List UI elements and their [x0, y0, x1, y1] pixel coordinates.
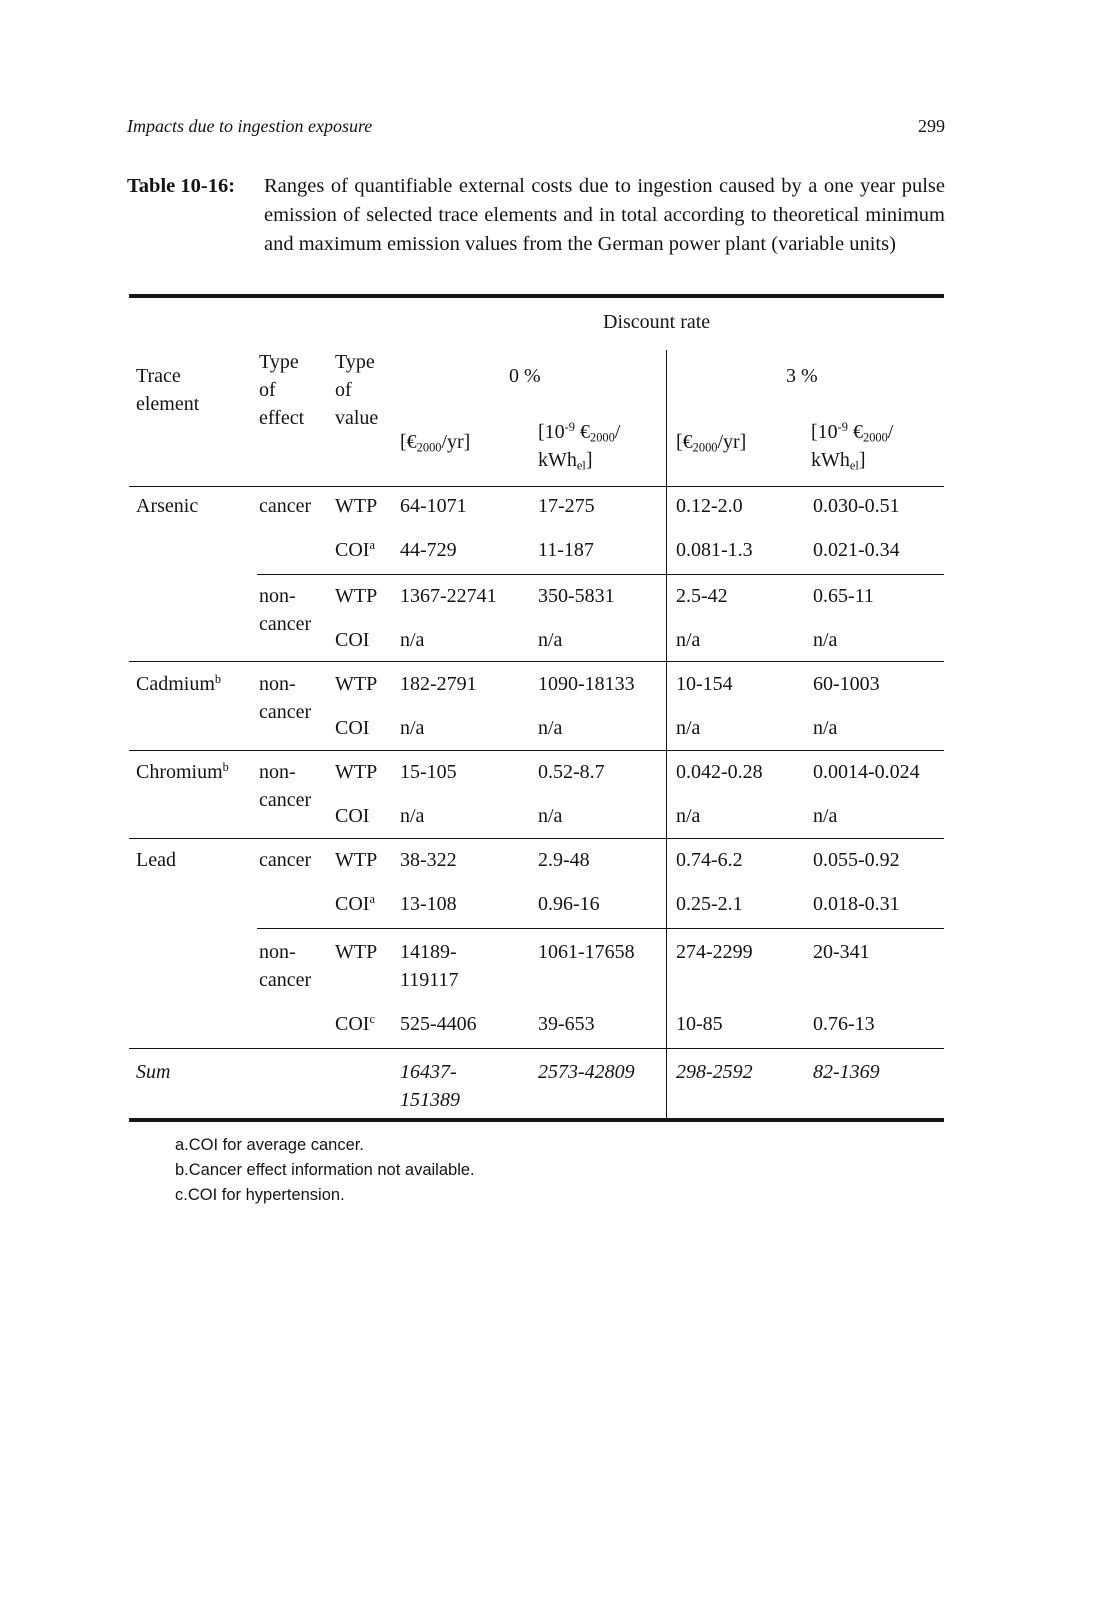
row-value-type: WTP	[335, 495, 378, 517]
row-cell-c1: 13-108	[400, 893, 457, 915]
row-cell-c1: 1367-22741	[400, 585, 497, 607]
row-cell-c3: n/a	[676, 717, 701, 739]
type-of-value-header-line2: of	[335, 379, 352, 401]
row-cell-c2: n/a	[538, 629, 563, 651]
row-cell-c3: 10-85	[676, 1013, 723, 1035]
row-cell-c1: n/a	[400, 717, 425, 739]
row-cell-c2: 1061-17658	[538, 941, 635, 963]
row-cell-c2: 1090-18133	[538, 673, 635, 695]
row-cell-c1: 182-2791	[400, 673, 477, 695]
row-value-type: COI$^c$	[335, 1012, 375, 1035]
row-cell-c1: 15-105	[400, 761, 457, 783]
row-value-type: COI$^a$	[335, 538, 375, 561]
rule-sum	[129, 1048, 944, 1049]
row-cell-c1: n/a	[400, 629, 425, 651]
header-rule	[129, 486, 944, 487]
row-cell-c3: n/a	[676, 805, 701, 827]
type-of-value-header-line1: Type	[335, 351, 375, 373]
sum-cell-c4: 82-1369	[813, 1061, 880, 1083]
row-value-type: COI	[335, 629, 370, 651]
row-cell-c4: n/a	[813, 805, 838, 827]
row-cell-c4: n/a	[813, 717, 838, 739]
row-cell-c1: 44-729	[400, 539, 457, 561]
rule-arsenic-noncancer	[257, 574, 944, 575]
row-cell-c3: 0.042-0.28	[676, 761, 763, 783]
row-effect: non- cancer	[259, 941, 312, 991]
row-cell-c2: n/a	[538, 717, 563, 739]
row-cell-c3: 274-2299	[676, 941, 753, 963]
rate-3-header: 3 %	[786, 365, 818, 387]
row-cell-c2: 11-187	[538, 539, 594, 561]
row-value-type: WTP	[335, 585, 378, 607]
row-effect: non- cancer	[259, 761, 312, 811]
row-cell-c4: 20-341	[813, 941, 870, 963]
table-bottom-rule	[129, 1118, 944, 1122]
running-head	[127, 116, 945, 137]
row-value-type: WTP	[335, 761, 378, 783]
row-cell-c4: 0.018-0.31	[813, 893, 900, 915]
row-effect: non- cancer	[259, 673, 312, 723]
row-cell-c2: 39-653	[538, 1013, 595, 1035]
row-cell-c1: 64-1071	[400, 495, 467, 517]
row-effect: cancer	[259, 849, 312, 871]
row-cell-c1: 525-4406	[400, 1013, 477, 1035]
table-caption	[127, 172, 945, 259]
row-cell-c2: n/a	[538, 805, 563, 827]
sum-label: Sum	[136, 1061, 171, 1083]
row-cell-c3: 0.081-1.3	[676, 539, 753, 561]
row-value-type: WTP	[335, 941, 378, 963]
unit-eur-yr-3: $[€_{2000}/yr]$	[676, 431, 747, 455]
row-cell-c1: 14189- 119117	[400, 941, 459, 991]
row-cell-c3: 2.5-42	[676, 585, 728, 607]
row-cell-c1: 38-322	[400, 849, 457, 871]
row-value-type: WTP	[335, 849, 378, 871]
row-cell-c4: 0.0014-0.024	[813, 761, 920, 783]
row-cell-c3: 10-154	[676, 673, 733, 695]
row-element: Lead	[136, 849, 176, 871]
type-of-value-header-line3: value	[335, 407, 379, 429]
rule-chromium	[129, 750, 944, 751]
rate-0-header: 0 %	[509, 365, 541, 387]
type-of-effect-header-line1: Type	[259, 351, 299, 373]
row-cell-c2: 17-275	[538, 495, 595, 517]
row-cell-c4: 0.055-0.92	[813, 849, 900, 871]
rule-lead	[129, 838, 944, 839]
footnote-a: a.COI for average cancer.	[175, 1136, 364, 1154]
row-value-type: COI	[335, 805, 370, 827]
row-cell-c2: 350-5831	[538, 585, 615, 607]
row-cell-c4: 0.76-13	[813, 1013, 875, 1035]
running-head-title: Impacts due to ingestion exposure	[127, 116, 373, 136]
row-cell-c3: 0.12-2.0	[676, 495, 743, 517]
sum-cell-c3: 298-2592	[676, 1061, 753, 1083]
rule-cadmium	[129, 661, 944, 662]
type-of-effect-header-line3: effect	[259, 407, 305, 429]
row-element: Chromium$^b$	[136, 760, 229, 783]
footnote-c: c.COI for hypertension.	[175, 1186, 345, 1204]
page-number: 299	[918, 116, 945, 136]
rate-divider	[666, 350, 667, 1120]
row-cell-c3: 0.74-6.2	[676, 849, 743, 871]
row-element: Cadmium$^b$	[136, 672, 222, 695]
trace-element-header-line1: Trace	[136, 365, 181, 387]
row-cell-c4: 60-1003	[813, 673, 880, 695]
row-value-type: COI	[335, 717, 370, 739]
row-cell-c2: 2.9-48	[538, 849, 590, 871]
caption-text: Ranges of quantifiable external costs due to ingestion caused by a one year pulse emission of selected trace elements and in total according to theoretical minimum and maximum emission values from the German power plant (variable units)	[264, 175, 945, 255]
row-cell-c1: n/a	[400, 805, 425, 827]
footnote-b: b.Cancer effect information not available.	[175, 1161, 475, 1179]
sum-cell-c1: 16437- 151389	[400, 1061, 460, 1111]
discount-rate-header: Discount rate	[603, 311, 711, 333]
row-cell-c4: 0.021-0.34	[813, 539, 900, 561]
type-of-effect-header-line2: of	[259, 379, 276, 401]
unit-eur-yr-0: $[€_{2000}/yr]$	[400, 431, 471, 455]
row-cell-c3: n/a	[676, 629, 701, 651]
row-value-type: COI$^a$	[335, 892, 375, 915]
row-cell-c2: 0.52-8.7	[538, 761, 605, 783]
row-cell-c4: 0.65-11	[813, 585, 874, 607]
row-cell-c4: n/a	[813, 629, 838, 651]
table-label: Table 10-16:	[127, 175, 236, 197]
sum-cell-c2: 2573-42809	[538, 1061, 635, 1083]
rule-lead-noncancer	[257, 928, 944, 929]
table-top-rule	[129, 294, 944, 298]
unit-kwh-3: [$10^{-9}$ $€_{2000}/$ kWh$_{el}$]	[811, 420, 894, 473]
row-cell-c4: 0.030-0.51	[813, 495, 900, 517]
row-cell-c2: 0.96-16	[538, 893, 600, 915]
unit-kwh-0: [$10^{-9}$ $€_{2000}/$ kWh$_{el}$]	[538, 420, 621, 473]
row-cell-c3: 0.25-2.1	[676, 893, 743, 915]
trace-element-header-line2: element	[136, 393, 200, 415]
row-effect: non- cancer	[259, 585, 312, 635]
row-effect: cancer	[259, 495, 312, 517]
row-element: Arsenic	[136, 495, 199, 517]
row-value-type: WTP	[335, 673, 378, 695]
